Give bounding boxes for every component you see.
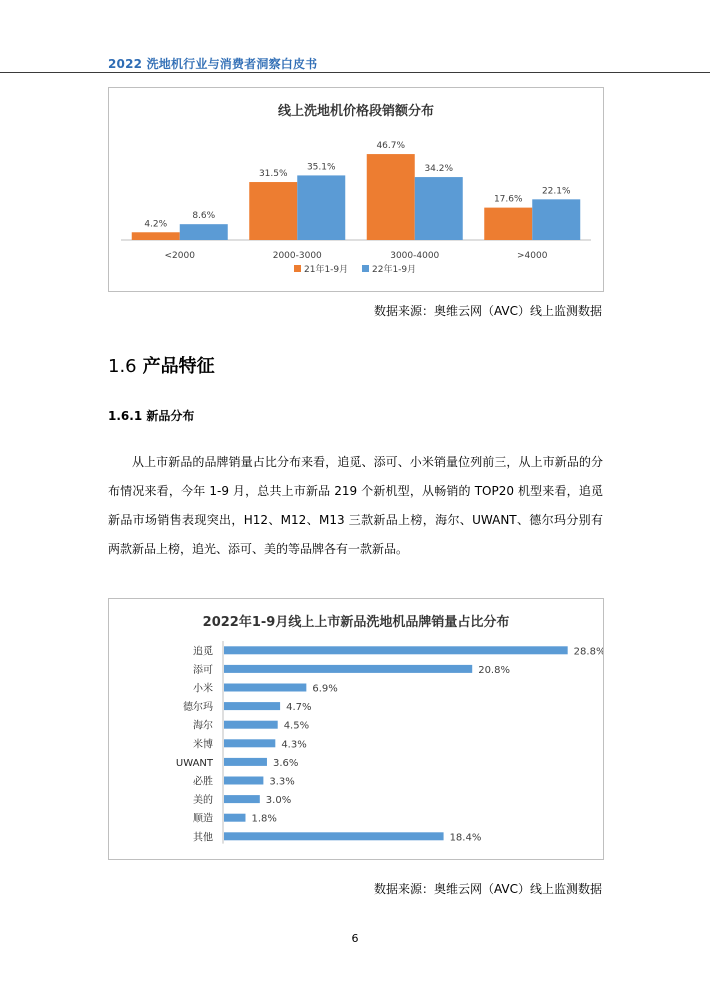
legend-swatch [362, 265, 369, 272]
category-label: 其他 [193, 832, 213, 844]
data-label: 8.6% [192, 211, 216, 222]
data-label: 31.5% [258, 169, 288, 180]
data-label: 1.8% [251, 813, 277, 825]
bar [224, 702, 280, 710]
x-tick-label: 2000-3000 [272, 251, 322, 261]
bar [224, 721, 278, 729]
data-label: 6.9% [312, 683, 338, 695]
category-label: UWANT [175, 757, 213, 769]
data-label: 28.8% [573, 646, 603, 658]
bar [484, 208, 532, 240]
bar [297, 175, 345, 240]
bar [415, 177, 463, 240]
x-tick-label: 3000-4000 [390, 251, 440, 261]
data-label: 3.0% [265, 795, 292, 807]
category-label: 必胜 [193, 776, 213, 788]
chart2-source: 数据来源：奥维云网（AVC）线上监测数据 [373, 882, 602, 896]
bar [224, 739, 275, 747]
category-label: 顺造 [193, 813, 213, 825]
bar [224, 684, 306, 692]
data-label: 22.1% [541, 186, 571, 197]
chart-title: 线上洗地机价格段销额分布 [277, 104, 435, 119]
bar [224, 795, 260, 803]
data-label: 35.1% [306, 162, 336, 173]
bar [224, 646, 568, 654]
data-label: 3.3% [269, 776, 295, 788]
bar [180, 224, 228, 240]
data-label: 4.3% [281, 739, 307, 751]
chart-title: 2022年1-9月线上上市新品洗地机品牌销量占比分布 [202, 615, 510, 630]
data-label: 17.6% [493, 194, 523, 205]
category-label: 美的 [193, 795, 213, 807]
chart1-source: 数据来源：奥维云网（AVC）线上监测数据 [373, 304, 602, 318]
data-label: 20.8% [478, 664, 510, 676]
section-heading [108, 352, 215, 378]
data-label: 46.7% [376, 141, 406, 152]
page-number: 6 [351, 932, 359, 945]
bar [249, 182, 297, 240]
data-label: 18.4% [449, 832, 482, 844]
bar [532, 199, 580, 240]
section-number: 1.6 [108, 356, 137, 377]
document-header: 2022 洗地机行业与消费者洞察白皮书 [108, 57, 318, 71]
x-tick-label: <2000 [164, 251, 195, 261]
data-label: 4.7% [286, 702, 312, 714]
price-segment-chart-svg [109, 88, 603, 291]
bar [132, 232, 180, 240]
category-label: 德尔玛 [183, 702, 213, 714]
brand-share-chart [108, 598, 604, 860]
legend-label: 22年1-9月 [372, 265, 417, 275]
data-label: 34.2% [424, 164, 454, 175]
bar [224, 814, 245, 822]
category-label: 追觅 [193, 646, 213, 658]
price-segment-chart [108, 87, 604, 292]
bar [224, 832, 444, 840]
data-label: 4.5% [283, 720, 310, 732]
legend-swatch [294, 265, 301, 272]
brand-share-chart-svg [109, 599, 603, 859]
body-paragraph: 从上市新品的品牌销量占比分布来看，追觅、添可、小米销量位列前三，从上市新品的分布情况来看，今年 1-9 月，总共上市新品 219 个新机型，从畅销的 TOP20 机型来看，追觅新品市场销售表现突出，H12、M12、M13 三款新品上榜，海尔、UWANT、德尔玛分别有两款新品上榜，追光、添可、美的等品牌各有一款新品。 [108, 455, 603, 556]
x-tick-label: >4000 [517, 251, 548, 261]
bar [224, 777, 263, 785]
category-label: 海尔 [193, 720, 213, 732]
bar [367, 154, 415, 240]
legend-label: 21年1-9月 [304, 265, 349, 275]
data-label: 4.2% [144, 219, 168, 230]
bar [224, 758, 267, 766]
category-label: 米博 [193, 739, 213, 751]
subsection-heading: 1.6.1 新品分布 [108, 409, 195, 423]
bar [224, 665, 472, 673]
section-title: 产品特征 [142, 356, 215, 377]
category-label: 小米 [193, 683, 213, 695]
category-label: 添可 [193, 664, 213, 676]
header-divider [0, 72, 710, 73]
data-label: 3.6% [272, 757, 299, 769]
